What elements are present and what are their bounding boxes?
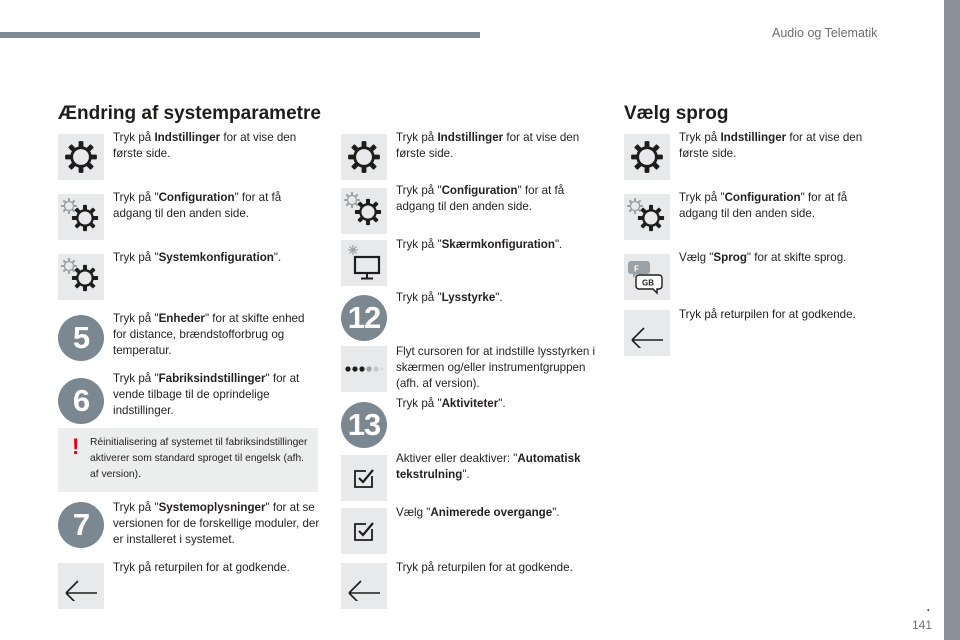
top-bar [0,32,480,38]
step-text: Tryk på returpilen for at godkende. [679,308,856,321]
footer-mark: . [926,598,931,615]
step-text: Tryk på "Fabriksindstillinger" for at vende tilbage til de oprindelige indstillinger. [113,372,300,417]
language-icon [624,254,670,300]
configuration-gears-icon [58,194,104,240]
system-config-gears-icon [58,254,104,300]
warning-icon: ! [72,434,80,459]
checkbox-icon [341,508,387,554]
step-text: Aktiver eller deaktiver: "Automatisk tekstrulning". [396,452,581,481]
configuration-gears-icon [624,194,670,240]
step-text: Tryk på Indstillinger for at vise den første side. [113,131,297,160]
step-text: Tryk på Indstillinger for at vise den første side. [396,131,580,160]
step-number-6: 6 [58,378,104,424]
configuration-gears-icon [341,188,387,234]
step-number-7: 7 [58,502,104,548]
page-edge-strip [944,0,960,640]
brightness-slider-icon [341,346,387,392]
return-arrow-icon [624,310,670,356]
step-text: Flyt cursoren for at indstille lysstyrken i skærmen og/eller instrumentgruppen (afh. af version). [396,345,596,390]
checkbox-icon [341,455,387,501]
step-text: Tryk på returpilen for at godkende. [396,561,573,574]
settings-gear-icon [624,134,670,180]
step-text: Tryk på "Configuration" for at få adgang til den anden side. [396,184,565,213]
step-text: Tryk på "Aktiviteter". [396,397,506,410]
step-text: Tryk på "Lysstyrke". [396,291,503,304]
step-number-5: 5 [58,315,104,361]
lang-top-label: F [634,264,639,274]
step-text: Tryk på "Enheder" for at skifte enhed for distance, brændstofforbrug og temperatur. [113,312,305,357]
return-arrow-icon [58,563,104,609]
return-arrow-icon [341,563,387,609]
step-number-12: 12 [341,295,387,341]
page-number: 141 [912,618,933,632]
section-title-language: Vælg sprog [624,103,729,124]
settings-gear-icon [58,134,104,180]
section-title-system: Ændring af systemparametre [58,103,321,124]
step-text: Tryk på "Configuration" for at få adgang til den anden side. [113,191,282,220]
step-text: Vælg "Animerede overgange". [396,506,560,519]
step-text: Tryk på Indstillinger for at vise den første side. [679,131,863,160]
step-text: Tryk på "Systemkonfiguration". [113,251,282,264]
step-text: Tryk på returpilen for at godkende. [113,561,290,574]
chapter-title: Audio og Telematik [772,26,878,40]
screen-config-icon [341,240,387,286]
step-number-13: 13 [341,402,387,448]
lang-bottom-label: GB [642,278,654,288]
warning-text: Réinitialisering af systemet til fabriksindstillinger aktiverer som standard sproget til engelsk (afh. af version). [90,437,308,480]
warning-note [58,428,318,492]
step-text: Tryk på "Systemoplysninger" for at se versionen for de forskellige moduler, der er installeret i systemet. [113,501,320,546]
step-text: Vælg "Sprog" for at skifte sprog. [679,251,847,264]
step-text: Tryk på "Skærmkonfiguration". [396,238,563,251]
settings-gear-icon [341,134,387,180]
step-text: Tryk på "Configuration" for at få adgang til den anden side. [679,191,848,220]
